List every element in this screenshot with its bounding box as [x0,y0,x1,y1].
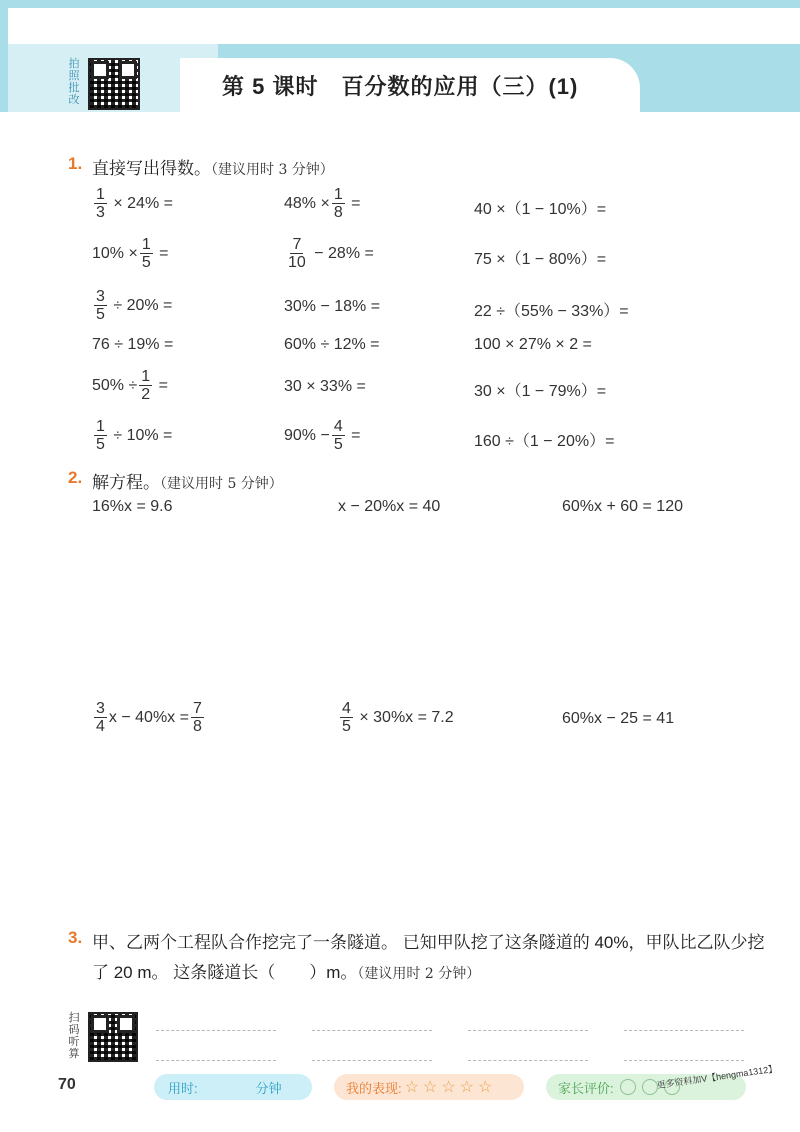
expression-text: 30 ×（1 − 79%）= [474,383,607,400]
math-expression [338,700,454,735]
math-expression [474,298,629,321]
fraction-denominator: 2 [141,386,151,403]
smiley-face-icon[interactable] [620,1079,636,1095]
fraction [191,700,204,735]
fraction-numerator: 1 [96,186,105,203]
question-1-text [92,154,334,179]
fraction-numerator: 1 [141,368,151,385]
expression-text: 75 ×（1 − 80%）= [474,251,607,268]
question-2-number: 2. [68,468,83,487]
page-number: 70 [58,1076,76,1093]
fraction-numerator: 4 [342,700,351,717]
math-expression [92,288,172,323]
expression-text: 60%x + 60 = 120 [562,498,683,515]
expression-text: 40 ×（1 − 10%）= [474,201,607,218]
expression-text: 160 ÷（1 − 20%）= [474,433,615,450]
watermark-text: 更多资料加V【hengma1312】 [655,1063,778,1091]
question-3-prompt: 甲、乙两个工程队合作挖完了一条隧道。 已知甲队挖了这条隧道的 40%，甲队比乙队少挖了 20 m。 这条隧道长（ ）m。 [92,933,765,982]
math-expression [284,336,380,354]
header-band-top-strip [8,8,800,44]
fraction-numerator: 4 [333,418,343,435]
question-2-hint: （建议用时 5 分钟） [160,476,283,492]
fraction [94,700,107,735]
answer-line[interactable] [468,1030,588,1031]
math-expression [92,498,173,516]
math-expression [92,236,169,271]
expression-text: 22 ÷（55% − 33%）= [474,303,629,320]
fraction [94,288,107,323]
answer-line[interactable] [468,1060,588,1061]
expression-text: ÷ 10% = [108,426,173,444]
expression-text: 60% ÷ 12% = [284,336,380,353]
fraction-denominator: 10 [288,254,306,271]
math-expression [562,498,683,516]
expression-text: = [154,244,169,262]
expression-text: = [154,376,168,394]
expression-text: 90% − [284,426,330,444]
fraction-denominator: 5 [96,436,105,453]
math-expression [92,186,173,221]
qr-code-top[interactable] [88,58,140,110]
fraction-denominator: 4 [96,718,105,735]
expression-text: 10% × [92,244,138,262]
expression-text: = [346,426,361,444]
fraction-numerator: 1 [141,236,151,253]
expression-text: − 28% = [309,244,374,262]
question-3-hint: （建议用时 2 分钟） [357,966,481,982]
math-expression [474,246,606,269]
math-expression [92,700,206,735]
answer-line[interactable] [312,1060,432,1061]
fraction-numerator: 7 [292,236,302,253]
math-expression [474,336,592,354]
math-expression [284,298,380,316]
qr-code-bottom[interactable] [88,1012,138,1062]
expression-text: = [346,194,361,212]
page-title: 第 5 课时 百分数的应用（三）(1) [222,74,579,99]
fraction-numerator: 1 [333,186,343,203]
expression-text: × 24% = [108,194,173,212]
math-expression [474,378,606,401]
fraction [340,700,353,735]
performance-rating[interactable] [334,1074,524,1100]
time-spent-field[interactable] [154,1074,312,1100]
answer-line[interactable] [624,1060,744,1061]
math-expression [284,378,366,396]
expression-text: 50% ÷ [92,376,138,394]
math-expression [92,418,172,453]
fraction [286,236,308,271]
expression-text: 16%x = 9.6 [92,498,173,515]
question-2-text [92,468,283,493]
fraction [332,418,345,453]
fraction [332,186,345,221]
time-label: 用时: [168,1080,198,1096]
fraction [94,418,107,453]
question-1-number: 1. [68,154,83,173]
question-2-prompt: 解方程。 [92,473,160,492]
star-rating-icons[interactable]: ☆☆☆☆☆ [404,1079,497,1096]
fraction-denominator: 8 [333,204,343,221]
expression-text: 48% × [284,194,330,212]
math-expression [284,418,361,453]
expression-text: 100 × 27% × 2 = [474,336,592,353]
question-1-prompt: 直接写出得数。 [92,159,211,178]
math-expression [562,710,674,728]
expression-text: 30% − 18% = [284,298,381,315]
fraction [94,186,107,221]
fraction-numerator: 7 [192,700,202,717]
fraction-denominator: 8 [192,718,202,735]
parent-label: 家长评价: [558,1080,614,1096]
fraction-numerator: 3 [96,288,105,305]
expression-text: ÷ 20% = [108,296,173,314]
answer-line[interactable] [156,1060,276,1061]
fraction [140,236,153,271]
math-expression [474,428,614,451]
time-unit: 分钟 [255,1080,282,1096]
fraction-denominator: 5 [342,718,351,735]
math-expression [284,236,374,271]
answer-line[interactable] [624,1030,744,1031]
fraction-denominator: 5 [333,436,343,453]
question-1-hint: （建议用时 3 分钟） [211,162,334,178]
fraction-denominator: 5 [141,254,151,271]
fraction-numerator: 3 [96,700,105,717]
side-label-scan-listen: 扫码听算 [68,1012,80,1060]
expression-text: 30 × 33% = [284,378,366,395]
fraction [139,368,152,403]
expression-text: x − 20%x = 40 [338,498,441,515]
question-3-text [92,928,772,989]
side-label-photo-grade: 拍照批改 [68,58,80,106]
fraction-denominator: 5 [96,306,105,323]
math-expression [474,196,606,219]
question-3-number: 3. [68,928,83,947]
expression-text: 60%x − 25 = 41 [562,710,675,727]
expression-text: x − 40%x = [108,708,189,726]
expression-text: × 30%x = 7.2 [354,708,454,726]
fraction-numerator: 1 [96,418,105,435]
answer-line[interactable] [156,1030,276,1031]
answer-line[interactable] [312,1030,432,1031]
math-expression [92,368,168,403]
math-expression [284,186,361,221]
math-expression [92,336,173,354]
math-expression [338,498,440,516]
fraction-denominator: 3 [96,204,105,221]
expression-text: 76 ÷ 19% = [92,336,174,353]
performance-label: 我的表现: [346,1080,402,1096]
